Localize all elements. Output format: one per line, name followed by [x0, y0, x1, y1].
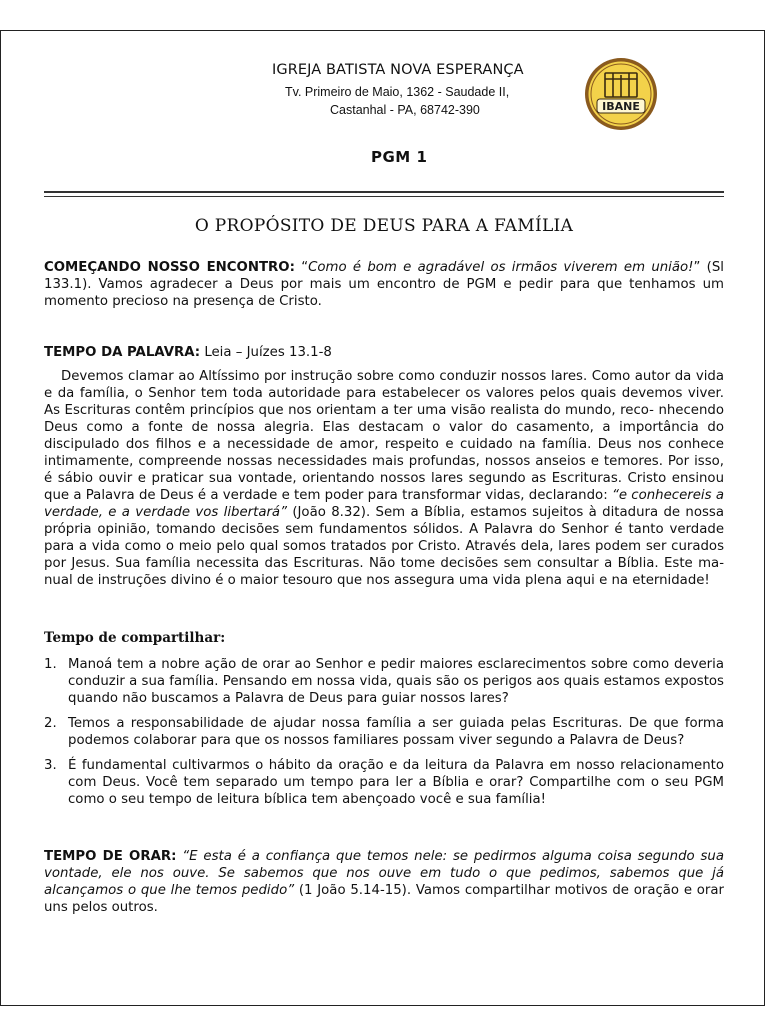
intro-quote-close: ”	[693, 260, 701, 275]
church-logo	[584, 57, 658, 131]
question-text: É fundamental cultivarmos o hábito da oração e da leitura da Palavra em nosso relacionamento com Deus. Você tem separado um tempo para ler a Bíblia e orar? Compartilhe com o seu PGM como o seu tempo de leitura bíblica tem abençoado você e sua família!	[68, 758, 724, 807]
document-title: O PROPÓSITO DE DEUS PARA A FAMÍLIA	[194, 216, 574, 236]
prayer-section	[44, 848, 724, 916]
word-paragraph-quote: “e conhecereis a verdade, e a verdade vos libertará”	[44, 488, 724, 520]
word-paragraph-part2: (João 8.32). Sem a Bíblia, estamos sujeitos à ditadura de nossa própria opinião, tomando decisões sem fundamentos sólidos. A Palavra do Senhor é tanto verdade para a vida como o meio pelo qual somos tratados por Cristo. Através dela, lares podem ser curados por Jesus. Sua família necessita das Escrituras. Não tome decisões sem consultar a Bíblia. Este ma- nual de instruções divino é o maior tesouro que nos assegura uma vida plena aqui e na eternidade!	[44, 505, 724, 588]
question-number: 1.	[44, 657, 57, 672]
question-text: Manoá tem a nobre ação de orar ao Senhor e pedir maiores esclarecimentos sobre como deveria conduzir a sua família. Pensando em nossa vida, quais são os perigos aos quais estamos expostos quando não buscamos a Palavra de Deus para guiar nossos lares?	[68, 657, 724, 706]
word-section	[44, 368, 724, 589]
list-item	[44, 757, 724, 808]
word-label: TEMPO DA PALAVRA:	[44, 345, 201, 360]
word-paragraph-part1: Devemos clamar ao Altíssimo por instrução sobre como conduzir nossos lares. Como autor da vida e da família, o Senhor tem toda autoridade para estabelecer os valores pelos quais devemos viver. As Escrituras contêm princípios que nos orientam a ter uma visão realista do mundo, reco- nhecendo Deus como a fonte de nossa alegria. Elas destacam o valor do casamento, a importância do discipulado dos filhos e a necessidade de amor, respeito e cuidado na família. Deus nos conhece intimamente, compreende nossas necessidades mais profundas, nossos anseios e temores. Por isso, é sábio ouvir e praticar sua vontade, orientando nossos lares segundo as Escrituras. Cristo ensinou que a Palavra de Deus é a verdade e tem poder para transformar vidas, declarando:	[44, 369, 724, 503]
prayer-quote: “E esta é a confiança que temos nele: se pedirmos alguma coisa segundo sua vontade, ele nos ouve. Se sabemos que nos ouve em tudo o que pedimos, sabemos que já alcançamos o que lhe temos pedido”	[44, 849, 724, 898]
intro-text: (Sl 133.1). Vamos agradecer a Deus por mais um encontro de PGM e pedir para que tenhamos um momento precioso na presença de Cristo.	[44, 260, 724, 309]
intro-quote: Como é bom e agradável os irmãos viverem em união!	[308, 260, 694, 275]
pgm-label: PGM 1	[371, 148, 428, 166]
address-line-2: Castanhal - PA, 68742-390	[330, 103, 480, 117]
word-paragraph	[44, 368, 724, 589]
question-number: 3.	[44, 758, 57, 773]
list-item	[44, 715, 724, 749]
list-item	[44, 656, 724, 707]
address-line-1: Tv. Primeiro de Maio, 1362 - Saudade II,	[285, 85, 510, 99]
share-questions	[44, 656, 724, 816]
divider-thin	[44, 196, 724, 197]
intro-quote-open: “	[294, 260, 309, 275]
prayer-label: TEMPO DE ORAR:	[44, 849, 177, 864]
logo-text: IBANE	[602, 100, 640, 113]
question-number: 2.	[44, 716, 57, 731]
intro-section	[44, 259, 724, 310]
church-name: IGREJA BATISTA NOVA ESPERANÇA	[272, 62, 524, 78]
word-reference: Leia – Juízes 13.1-8	[200, 345, 332, 360]
divider-thick	[44, 191, 724, 193]
question-text: Temos a responsabilidade de ajudar nossa família a ser guiada pelas Escrituras. De que forma podemos colaborar para que os nossos familiares possam viver segundo a Palavra de Deus?	[68, 716, 724, 748]
prayer-text: (1 João 5.14-15). Vamos compartilhar motivos de oração e orar uns pelos outros.	[44, 883, 724, 915]
word-heading	[44, 344, 724, 361]
share-heading: Tempo de compartilhar:	[44, 630, 226, 646]
intro-label: COMEÇANDO NOSSO ENCONTRO:	[44, 260, 295, 275]
